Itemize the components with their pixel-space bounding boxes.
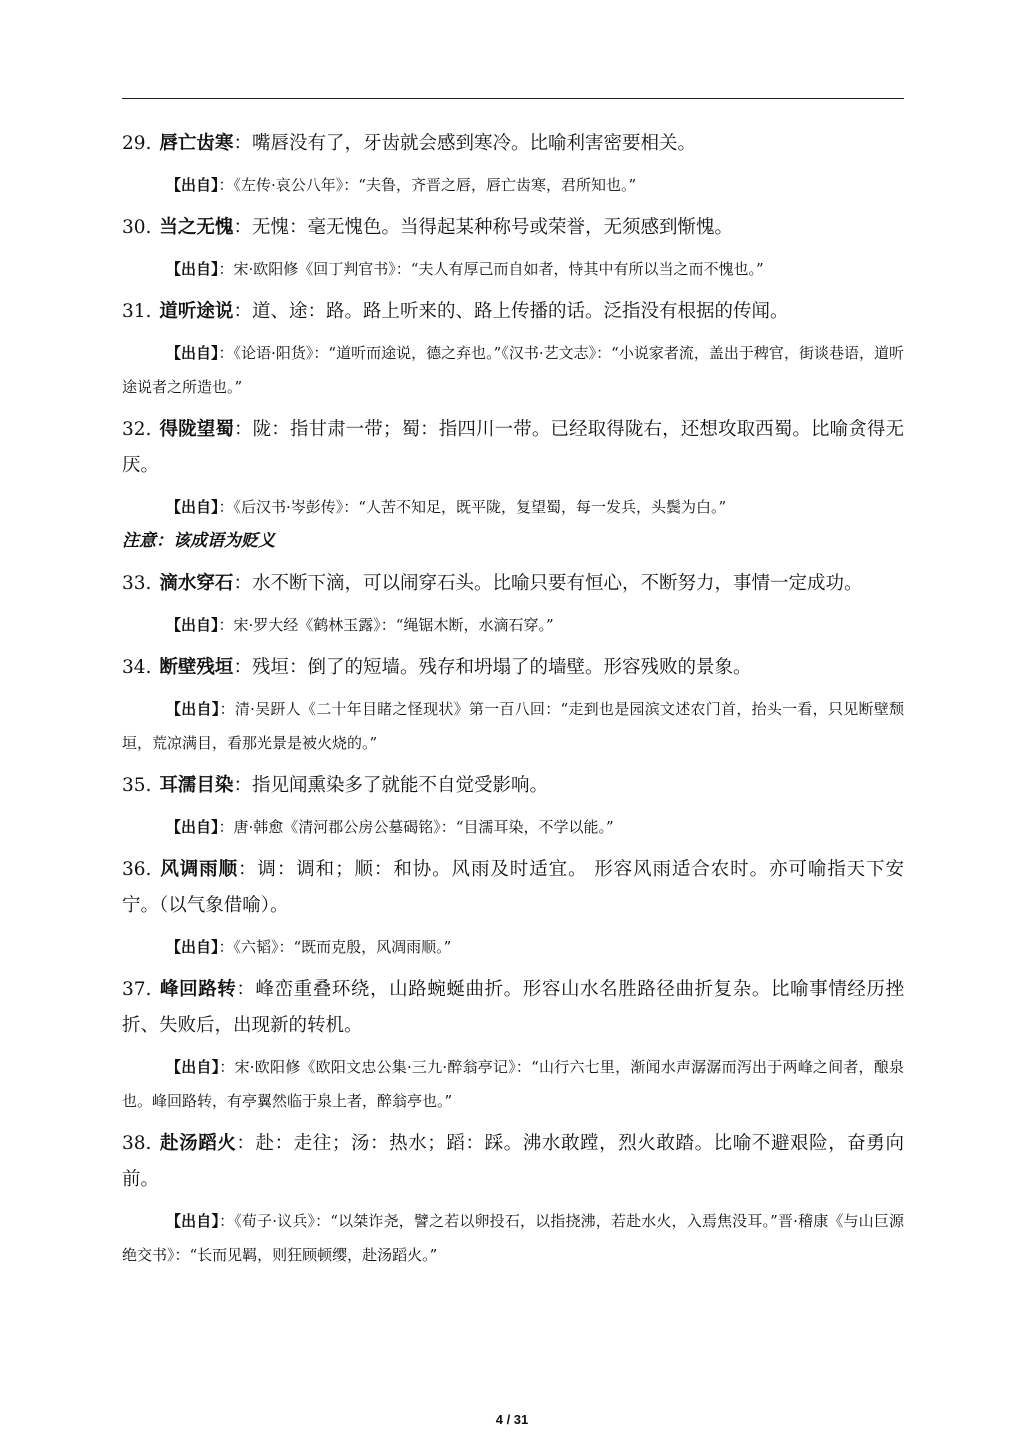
idiom-source <box>122 930 904 964</box>
idiom-definition <box>122 972 904 1044</box>
idiom-term: 耳濡目染 <box>159 775 234 796</box>
idiom-definition <box>122 566 904 602</box>
source-text: ：《左传·哀公八年》：“夫鲁，齐晋之唇，唇亡齿寒，君所知也。” <box>218 176 637 194</box>
idiom-source <box>122 1204 904 1272</box>
header-rule <box>122 98 904 99</box>
idiom-entry <box>122 852 904 964</box>
idiom-source <box>122 490 904 524</box>
idiom-source <box>122 1050 904 1118</box>
idiom-entry <box>122 650 904 760</box>
idiom-definition <box>122 294 904 330</box>
entry-number: 35. <box>122 775 152 796</box>
idiom-term: 断壁残垣 <box>159 657 234 678</box>
idiom-entry <box>122 294 904 404</box>
source-text: ：清·吴趼人《二十年目睹之怪现状》第一百八回：“走到也是园滨文述农门首，抬头一看，只见断壁颓垣，荒凉满目，看那光景是被火烧的。” <box>122 700 904 752</box>
definition-text: ：赴：走往；汤：热水；蹈：踩。沸水敢蹚，烈火敢踏。比喻不避艰险，奋勇向前。 <box>122 1133 904 1190</box>
idiom-definition <box>122 852 904 924</box>
source-text: ：《后汉书·岑彭传》：“人苦不知足，既平陇，复望蜀，每一发兵，头鬓为白。” <box>218 498 727 516</box>
idiom-term: 赴汤蹈火 <box>159 1133 237 1154</box>
source-text: ：宋·欧阳修《回丁判官书》：“夫人有厚己而自如者，恃其中有所以当之而不愧也。” <box>218 260 764 278</box>
entry-number: 32. <box>122 419 152 440</box>
entry-number: 38. <box>122 1133 152 1154</box>
idiom-source <box>122 336 904 404</box>
entry-number: 33. <box>122 573 152 594</box>
definition-text: ：嘴唇没有了，牙齿就会感到寒冷。比喻利害密要相关。 <box>233 133 696 154</box>
source-text: ：《荀子·议兵》：“以桀诈尧，譬之若以卵投石，以指挠沸，若赴水火，入焉焦没耳。”晋·稽康《与山巨源绝交书》：“长而见羁，则狂顾顿缨，赴汤蹈火。” <box>122 1212 904 1264</box>
idiom-definition <box>122 126 904 162</box>
idiom-source <box>122 608 904 642</box>
idiom-definition <box>122 210 904 246</box>
source-tag: 【出自】 <box>166 176 219 194</box>
source-text: ：唐·韩愈《清河郡公房公墓碣铭》：“目濡耳染，不学以能。” <box>218 818 614 836</box>
idiom-entry <box>122 566 904 642</box>
idiom-definition <box>122 412 904 484</box>
source-text: ：宋·欧阳修《欧阳文忠公集·三九·醉翁亭记》：“山行六七里，渐闻水声潺潺而泻出于两峰之间者，酿泉也。峰回路转，有亭翼然临于泉上者，醉翁亭也。” <box>122 1058 904 1110</box>
source-tag: 【出自】 <box>166 1212 220 1230</box>
idiom-term: 道听途说 <box>159 301 234 322</box>
idiom-term: 得陇望蜀 <box>159 419 234 440</box>
idiom-entry <box>122 972 904 1118</box>
idiom-term: 滴水穿石 <box>159 573 234 594</box>
definition-text: ：陇：指甘肃一带；蜀：指四川一带。已经取得陇右，还想攻取西蜀。比喻贪得无厌。 <box>122 419 904 476</box>
source-tag: 【出自】 <box>166 498 219 516</box>
idiom-definition <box>122 768 904 804</box>
definition-text: ：峰峦重叠环绕，山路蜿蜒曲折。形容山水名胜路径曲折复杂。比喻事情经历挫折、失败后，出现新的转机。 <box>122 979 904 1036</box>
source-text: ：《论语·阳货》：“道听而途说，德之弃也。”《汉书·艺文志》：“小说家者流，盖出于稗官，街谈巷语，道听途说者之所造也。” <box>122 344 904 396</box>
idiom-entry <box>122 768 904 844</box>
source-tag: 【出自】 <box>166 344 219 362</box>
idiom-term: 峰回路转 <box>159 979 237 1000</box>
idiom-list <box>122 126 904 1280</box>
source-tag: 【出自】 <box>166 1058 220 1076</box>
entry-number: 34. <box>122 657 152 678</box>
entry-number: 36. <box>122 859 152 880</box>
usage-note: 注意：该成语为贬义 <box>122 531 275 551</box>
entry-number: 30. <box>122 217 152 238</box>
idiom-entry <box>122 210 904 286</box>
source-text: ：宋·罗大经《鹤林玉露》：“绳锯木断，水滴石穿。” <box>218 616 554 634</box>
source-tag: 【出自】 <box>166 700 220 718</box>
definition-text: ：调：调和；顺：和协。风雨及时适宜。 形容风雨适合农时。亦可喻指天下安宁。（以气象借喻）。 <box>122 859 904 916</box>
definition-text: ：水不断下滴，可以闹穿石头。比喻只要有恒心，不断努力，事情一定成功。 <box>233 573 863 594</box>
idiom-definition <box>122 650 904 686</box>
idiom-definition <box>122 1126 904 1198</box>
idiom-entry <box>122 126 904 202</box>
idiom-entry <box>122 1126 904 1272</box>
idiom-source <box>122 252 904 286</box>
entry-number: 29. <box>122 133 152 154</box>
idiom-source <box>122 168 904 202</box>
definition-text: ：指见闻熏染多了就能不自觉受影响。 <box>233 775 548 796</box>
definition-text: ：无愧：毫无愧色。当得起某种称号或荣誉，无须感到惭愧。 <box>233 217 733 238</box>
source-tag: 【出自】 <box>166 938 219 956</box>
idiom-term: 唇亡齿寒 <box>159 133 234 154</box>
page-number: 4 / 31 <box>495 1412 529 1427</box>
definition-text: ：残垣：倒了的短墙。残存和坍塌了的墙壁。形容残败的景象。 <box>233 657 752 678</box>
idiom-entry <box>122 412 904 556</box>
source-tag: 【出自】 <box>166 616 219 634</box>
source-text: ：《六韬》：“既而克殷，风凋雨顺。” <box>218 938 452 956</box>
idiom-term: 当之无愧 <box>159 217 234 238</box>
definition-text: ：道、途：路。路上听来的、路上传播的话。泛指没有根据的传闻。 <box>233 301 789 322</box>
source-tag: 【出自】 <box>166 260 219 278</box>
idiom-source <box>122 810 904 844</box>
source-tag: 【出自】 <box>166 818 219 836</box>
idiom-source <box>122 692 904 760</box>
idiom-term: 风调雨顺 <box>159 859 238 880</box>
entry-number: 37. <box>122 979 152 1000</box>
entry-number: 31. <box>122 301 152 322</box>
